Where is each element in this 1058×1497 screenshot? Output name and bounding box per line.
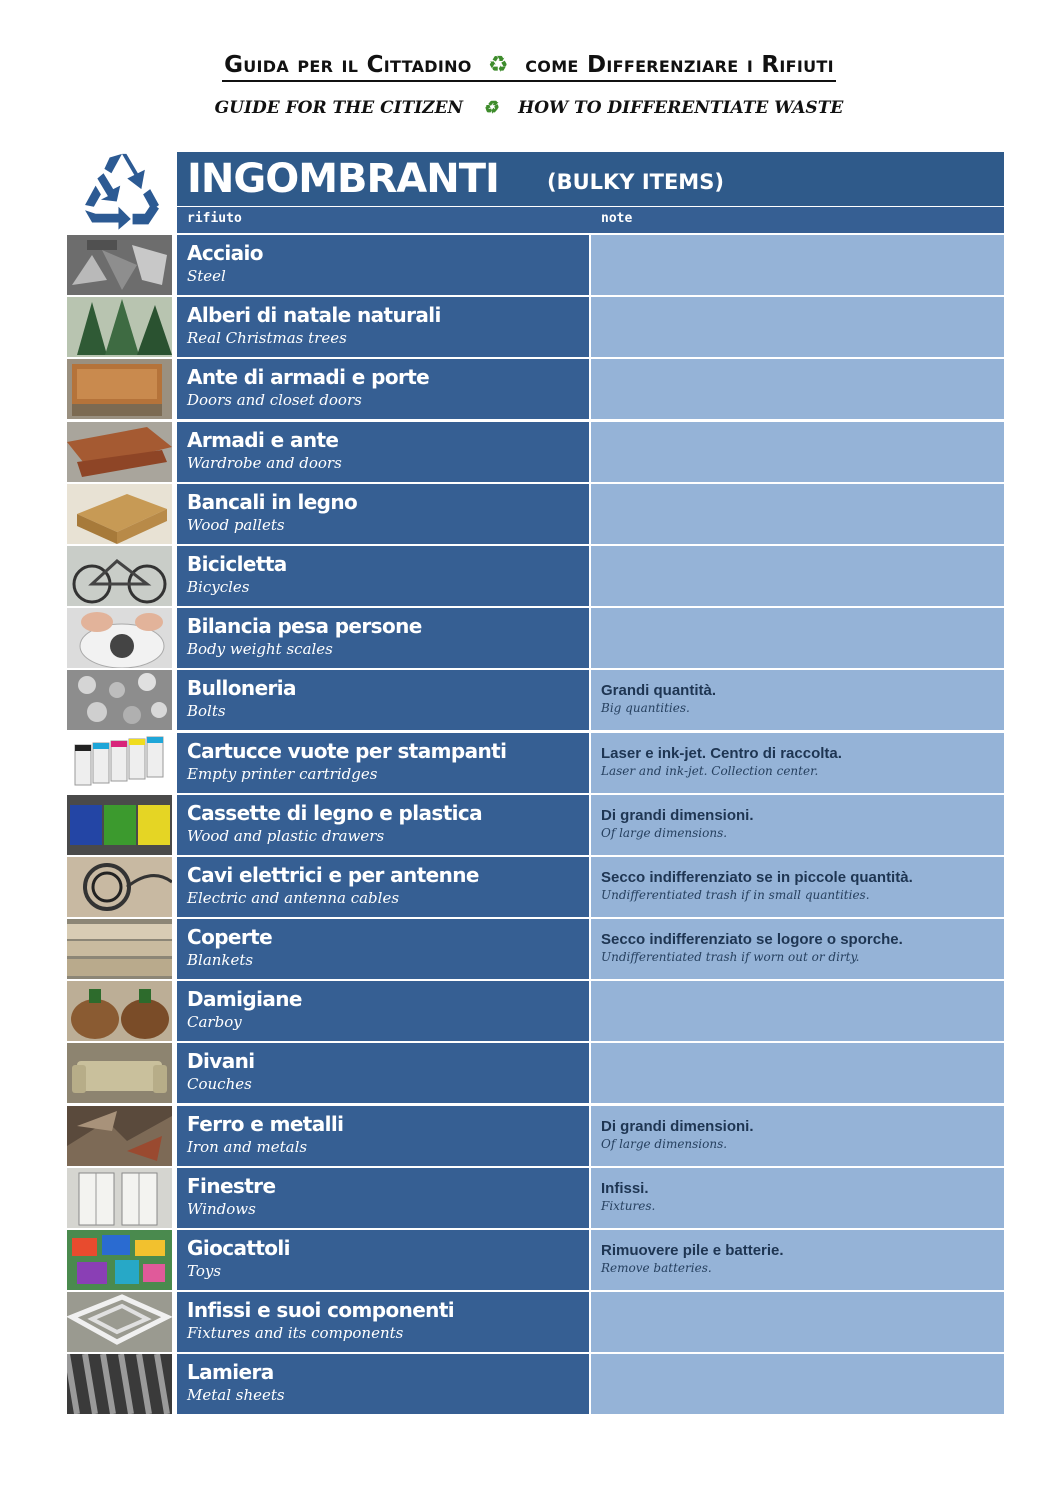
item-name-english: Electric and antenna cables <box>187 888 400 907</box>
carboy-photo-icon <box>67 981 172 1041</box>
table-row <box>67 483 1004 545</box>
note-english: Fixtures. <box>601 1198 656 1213</box>
note-cell <box>591 1354 1004 1414</box>
table-row <box>67 1291 1004 1353</box>
note-cell <box>591 484 1004 544</box>
subtitle-english-part1: GUIDE FOR THE CITIZEN <box>214 98 464 118</box>
item-cell <box>177 484 589 544</box>
toys-photo-icon <box>67 1230 172 1290</box>
table-row <box>67 980 1004 1042</box>
note-cell <box>591 670 1004 730</box>
item-name-english: Metal sheets <box>187 1386 285 1405</box>
note-cell <box>591 1106 1004 1166</box>
item-cell <box>177 919 589 979</box>
note-cell <box>591 1168 1004 1228</box>
item-name-italian: Acciaio <box>187 241 263 265</box>
items-table <box>67 234 1004 1416</box>
blankets-photo-icon <box>67 919 172 979</box>
doors-photo-icon <box>67 359 172 419</box>
note-english: Laser and ink-jet. Collection center. <box>601 763 819 778</box>
item-name-italian: Ferro e metalli <box>187 1111 344 1136</box>
title-italian-part2: come Differenziare i Rifiuti <box>525 52 834 78</box>
note-cell <box>591 297 1004 357</box>
item-name-italian: Bilancia pesa persone <box>187 614 422 639</box>
note-cell <box>591 733 1004 793</box>
note-cell <box>591 1230 1004 1290</box>
item-name-english: Real Christmas trees <box>187 329 347 348</box>
windows-photo-icon <box>67 1168 172 1228</box>
note-english: Of large dimensions. <box>601 1136 728 1151</box>
item-name-english: Windows <box>187 1199 256 1218</box>
item-cell <box>177 235 589 295</box>
item-cell <box>177 359 589 419</box>
item-name-italian: Finestre <box>187 1173 276 1198</box>
item-cell <box>177 670 589 730</box>
item-cell <box>177 857 589 917</box>
item-name-italian: Armadi e ante <box>187 427 339 452</box>
note-italian: Infissi. <box>601 1179 649 1197</box>
item-cell <box>177 795 589 855</box>
note-italian: Rimuovere pile e batterie. <box>601 1242 784 1259</box>
item-name-english: Wood and plastic drawers <box>187 826 385 845</box>
table-row <box>67 732 1004 794</box>
item-name-english: Carboy <box>187 1013 242 1032</box>
note-cell <box>591 235 1004 295</box>
item-cell <box>177 1168 589 1228</box>
item-cell <box>177 422 589 482</box>
item-name-italian: Lamiera <box>187 1360 274 1385</box>
cables-photo-icon <box>67 857 172 917</box>
column-header-item: rifiuto <box>187 211 242 226</box>
couch-photo-icon <box>67 1043 172 1103</box>
item-name-english: Bicycles <box>187 577 250 596</box>
note-cell <box>591 795 1004 855</box>
item-cell <box>177 733 589 793</box>
subtitle-english-part2: HOW TO DIFFERENTIATE WASTE <box>518 98 844 118</box>
item-name-english: Toys <box>187 1262 222 1280</box>
note-cell <box>591 359 1004 419</box>
table-row <box>67 918 1004 980</box>
item-cell <box>177 546 589 606</box>
item-name-italian: Bicicletta <box>187 551 287 576</box>
note-cell <box>591 1043 1004 1103</box>
item-name-english: Wood pallets <box>187 515 285 534</box>
note-english: Remove batteries. <box>601 1261 712 1275</box>
item-name-english: Bolts <box>187 702 226 721</box>
column-header-note: note <box>601 211 633 226</box>
note-cell <box>591 1292 1004 1352</box>
item-name-italian: Cavi elettrici e per antenne <box>187 862 479 887</box>
item-name-english: Doors and closet doors <box>187 391 362 410</box>
item-name-italian: Damigiane <box>187 987 302 1012</box>
page-subtitle <box>0 98 1058 118</box>
recycle-symbol-icon: ♻ <box>488 52 509 78</box>
item-name-english: Empty printer cartridges <box>187 764 378 783</box>
item-name-italian: Coperte <box>187 925 273 950</box>
recycle-logo-icon <box>78 150 166 230</box>
item-name-italian: Ante di armadi e porte <box>187 365 430 390</box>
category-header <box>177 152 1004 206</box>
note-cell <box>591 422 1004 482</box>
item-name-english: Steel <box>187 267 226 285</box>
table-row <box>67 669 1004 731</box>
note-english: Undifferentiated trash if worn out or dirty. <box>601 950 860 965</box>
table-row <box>67 545 1004 607</box>
steel-scrap-photo-icon <box>67 235 172 295</box>
note-cell <box>591 608 1004 668</box>
item-cell <box>177 1106 589 1166</box>
item-name-italian: Divani <box>187 1049 255 1074</box>
note-cell <box>591 919 1004 979</box>
table-row <box>67 1105 1004 1167</box>
note-english: Of large dimensions. <box>601 825 728 840</box>
title-italian-part1: Guida per il Cittadino <box>224 52 472 78</box>
item-cell <box>177 1354 589 1414</box>
column-header-row <box>177 207 1004 233</box>
note-italian: Laser e ink-jet. Centro di raccolta. <box>601 744 842 762</box>
item-name-italian: Cartucce vuote per stampanti <box>187 738 507 763</box>
item-name-english: Body weight scales <box>187 640 333 659</box>
christmas-trees-photo-icon <box>67 297 172 357</box>
table-row <box>67 856 1004 918</box>
note-italian: Secco indifferenziato se in piccole quantità. <box>601 868 913 886</box>
table-row <box>67 234 1004 296</box>
item-name-italian: Cassette di legno e plastica <box>187 800 483 825</box>
item-cell <box>177 297 589 357</box>
item-cell <box>177 1043 589 1103</box>
page-title <box>0 52 1058 82</box>
crates-photo-icon <box>67 795 172 855</box>
table-row <box>67 794 1004 856</box>
note-italian: Di grandi dimensioni. <box>601 806 754 824</box>
table-row <box>67 421 1004 483</box>
window-frames-photo-icon <box>67 1292 172 1352</box>
wood-pallets-photo-icon <box>67 484 172 544</box>
table-row <box>67 607 1004 669</box>
note-cell <box>591 857 1004 917</box>
item-name-english: Fixtures and its components <box>187 1324 404 1343</box>
item-name-italian: Giocattoli <box>187 1236 290 1260</box>
wardrobe-panels-photo-icon <box>67 422 172 482</box>
note-english: Big quantities. <box>601 701 690 716</box>
scale-photo-icon <box>67 608 172 668</box>
table-row <box>67 296 1004 358</box>
note-italian: Grandi quantità. <box>601 682 717 700</box>
item-name-italian: Infissi e suoi componenti <box>187 1298 455 1323</box>
table-row <box>67 1229 1004 1291</box>
category-subtitle: (BULKY ITEMS) <box>547 170 724 194</box>
item-cell <box>177 1230 589 1290</box>
note-italian: Secco indifferenziato se logore o sporche. <box>601 931 903 949</box>
item-cell <box>177 1292 589 1352</box>
note-english: Undifferentiated trash if in small quantities. <box>601 887 870 902</box>
item-name-english: Iron and metals <box>187 1137 308 1156</box>
table-row <box>67 1167 1004 1229</box>
item-name-english: Couches <box>187 1075 252 1094</box>
cartridges-photo-icon <box>67 733 172 793</box>
table-row <box>67 1353 1004 1415</box>
item-name-english: Wardrobe and doors <box>187 453 342 472</box>
table-row <box>67 1042 1004 1104</box>
item-cell <box>177 608 589 668</box>
note-cell <box>591 546 1004 606</box>
item-name-english: Blankets <box>187 951 254 970</box>
bicycle-photo-icon <box>67 546 172 606</box>
bolts-photo-icon <box>67 670 172 730</box>
recycle-symbol-icon: ♻ <box>483 98 499 118</box>
item-name-italian: Alberi di natale naturali <box>187 303 441 328</box>
note-italian: Di grandi dimensioni. <box>601 1117 754 1135</box>
scrap-metal-photo-icon <box>67 1106 172 1166</box>
item-cell <box>177 981 589 1041</box>
item-name-italian: Bancali in legno <box>187 489 358 514</box>
metal-sheets-photo-icon <box>67 1354 172 1414</box>
page-title-line <box>222 52 836 82</box>
note-cell <box>591 981 1004 1041</box>
item-name-italian: Bulloneria <box>187 676 296 701</box>
table-row <box>67 358 1004 420</box>
category-title: INGOMBRANTI <box>187 156 499 202</box>
